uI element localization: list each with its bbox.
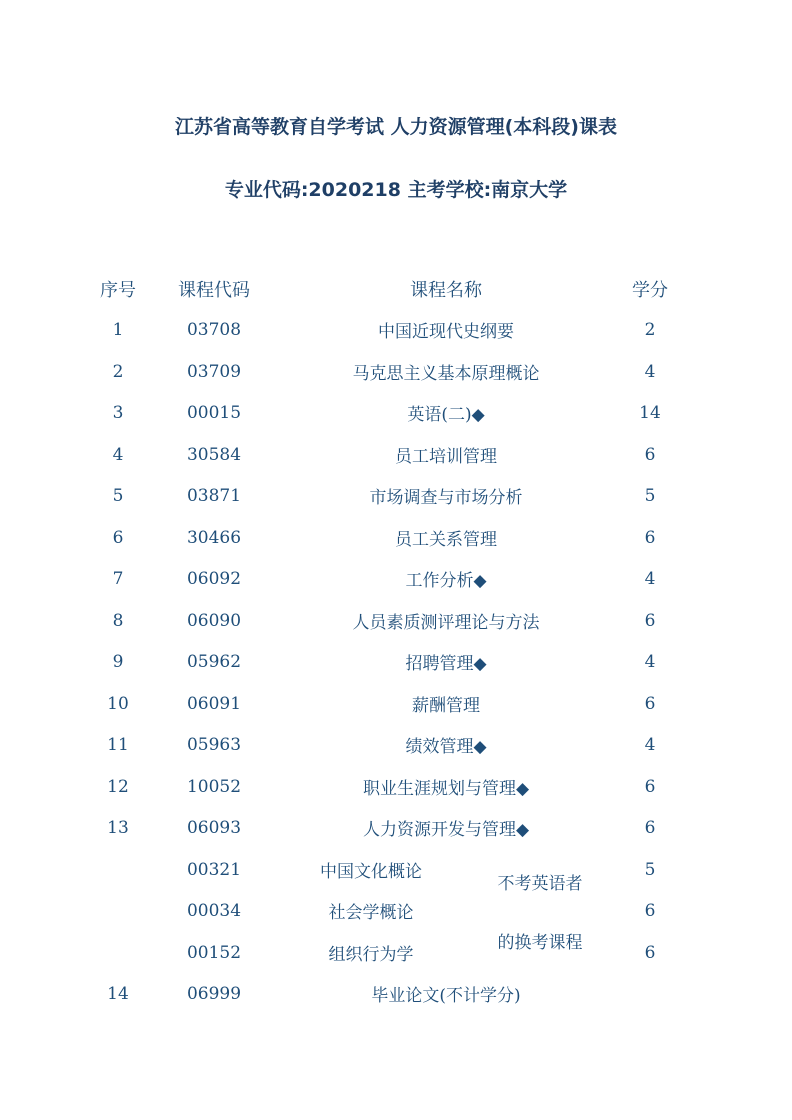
row-seq: 11 <box>107 735 129 755</box>
row-seq: 2 <box>112 362 124 382</box>
alt-name: 组织行为学 <box>328 945 414 965</box>
alt-credit: 6 <box>644 901 656 921</box>
row-code: 06092 <box>186 569 242 589</box>
row-credit: 2 <box>644 320 656 340</box>
row-credit: 4 <box>644 362 656 382</box>
page-subtitle: 专业代码:2020218 主考学校:南京大学 <box>224 179 568 201</box>
row-credit: 4 <box>644 569 656 589</box>
row-code: 03871 <box>186 486 242 506</box>
alt-credit: 5 <box>644 860 656 880</box>
alt-code: 00152 <box>186 943 242 963</box>
row-seq: 5 <box>112 486 124 506</box>
row-seq: 10 <box>107 694 129 714</box>
row-credit: 5 <box>644 486 656 506</box>
row-code: 10052 <box>186 777 242 797</box>
row-name: 人力资源开发与管理◆ <box>362 820 530 840</box>
row-seq: 9 <box>112 652 124 672</box>
page-title: 江苏省高等教育自学考试 人力资源管理(本科段)课表 <box>175 116 617 138</box>
row-name: 招聘管理◆ <box>405 654 487 674</box>
row-credit: 4 <box>644 735 656 755</box>
row-credit: 6 <box>644 445 656 465</box>
row-code: 05962 <box>186 652 242 672</box>
header-code: 课程代码 <box>178 280 250 301</box>
row-code: 00015 <box>186 403 242 423</box>
alt-name: 社会学概论 <box>328 903 414 923</box>
alt-credit: 6 <box>644 943 656 963</box>
row-name: 工作分析◆ <box>405 571 487 591</box>
row-seq: 13 <box>107 818 129 838</box>
row-name: 员工关系管理 <box>395 530 497 550</box>
row-seq: 1 <box>112 320 124 340</box>
row-seq: 6 <box>112 528 124 548</box>
row-seq: 4 <box>112 445 124 465</box>
row-code: 30584 <box>186 445 242 465</box>
alternative-note-line1: 不考英语者 <box>497 874 583 894</box>
row-name: 中国近现代史纲要 <box>378 322 514 342</box>
header-credit: 学分 <box>632 280 668 301</box>
row-code: 03708 <box>186 320 242 340</box>
row-credit: 6 <box>644 694 656 714</box>
row-code: 05963 <box>186 735 242 755</box>
row-credit: 6 <box>644 528 656 548</box>
row-name: 薪酬管理 <box>412 696 480 716</box>
row-credit: 4 <box>644 652 656 672</box>
row-credit: 6 <box>644 777 656 797</box>
row-name: 马克思主义基本原理概论 <box>352 364 540 384</box>
row-name: 员工培训管理 <box>395 447 497 467</box>
row-credit: 6 <box>644 818 656 838</box>
row-code: 06091 <box>186 694 242 714</box>
row-code: 06093 <box>186 818 242 838</box>
row-name: 英语(二)◆ <box>407 405 485 425</box>
row-seq: 14 <box>107 984 129 1004</box>
row-code: 06090 <box>186 611 242 631</box>
row-seq: 8 <box>112 611 124 631</box>
row-name: 人员素质测评理论与方法 <box>352 613 540 633</box>
row-credit: 14 <box>639 403 661 423</box>
row-name: 市场调查与市场分析 <box>369 488 523 508</box>
row-seq: 7 <box>112 569 124 589</box>
alt-code: 00321 <box>186 860 242 880</box>
row-credit: 6 <box>644 611 656 631</box>
row-seq: 12 <box>107 777 129 797</box>
alternative-note-line2: 的换考课程 <box>497 933 583 953</box>
row-seq: 3 <box>112 403 124 423</box>
row-name: 毕业论文(不计学分) <box>371 986 521 1006</box>
header-seq: 序号 <box>100 280 136 301</box>
alt-code: 00034 <box>186 901 242 921</box>
row-code: 30466 <box>186 528 242 548</box>
row-name: 职业生涯规划与管理◆ <box>362 779 530 799</box>
header-name: 课程名称 <box>410 280 482 301</box>
row-name: 绩效管理◆ <box>405 737 487 757</box>
row-code: 06999 <box>186 984 242 1004</box>
alt-name: 中国文化概论 <box>320 862 422 882</box>
row-code: 03709 <box>186 362 242 382</box>
